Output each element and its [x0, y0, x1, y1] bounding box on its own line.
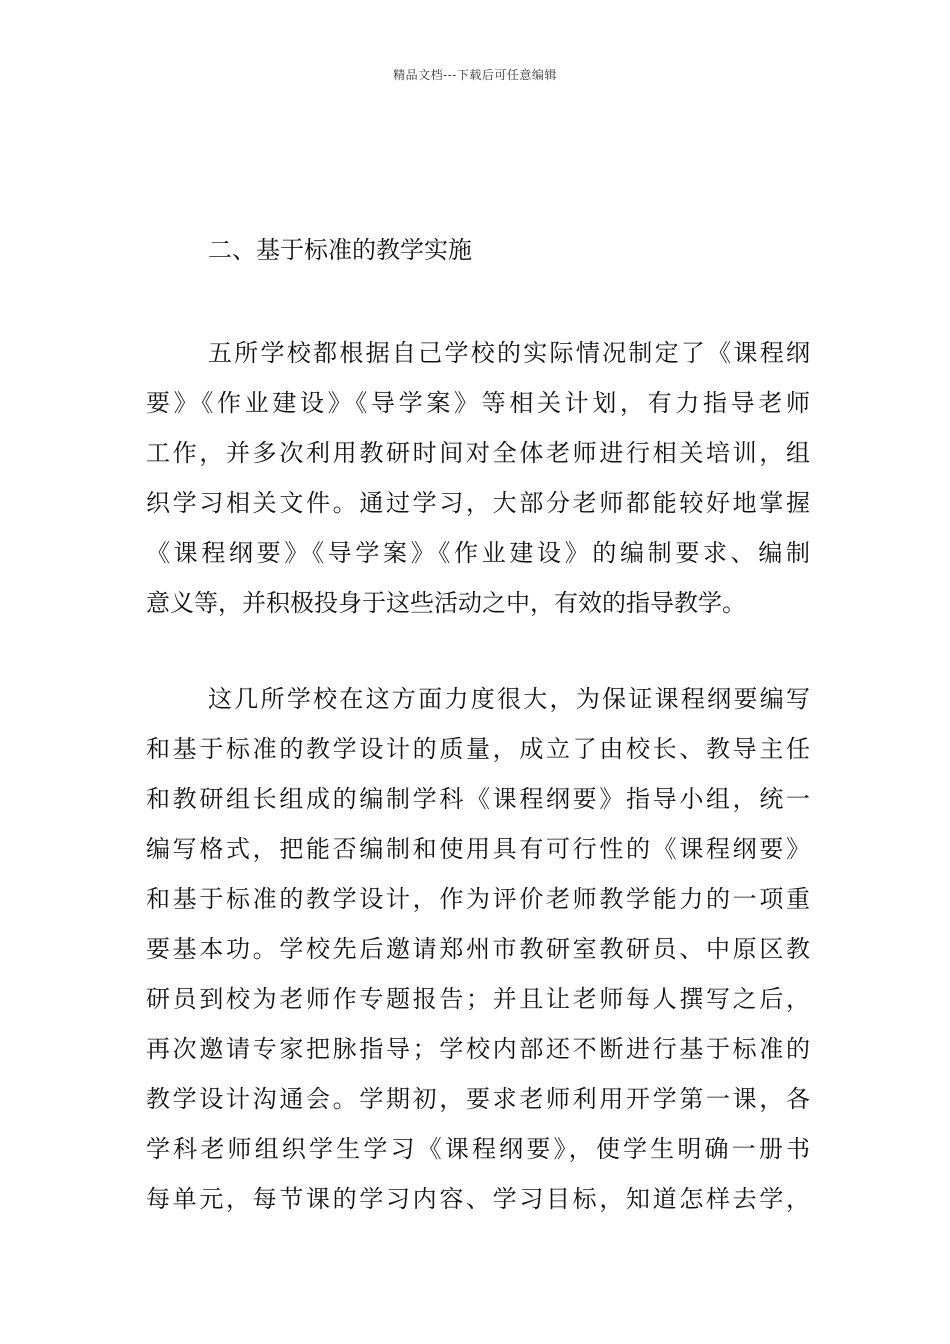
paragraph-line: 研员到校为老师作专题报告；并且让老师每人撰写之后，	[146, 985, 810, 1013]
paragraph-line: 和基于标准的教学设计的质量，成立了由校长、教导主任	[146, 735, 810, 763]
paragraph-line: 每单元，每节课的学习内容、学习目标，知道怎样去学，	[146, 1185, 810, 1213]
section-heading: 二、基于标准的教学实施	[208, 236, 472, 264]
paragraph-line: 要》《作业建设》《导学案》等相关计划，有力指导老师	[146, 389, 810, 417]
paragraph-line: 五所学校都根据自己学校的实际情况制定了《课程纲	[208, 339, 810, 367]
paragraph-line: 学科老师组织学生学习《课程纲要》，使学生明确一册书	[146, 1135, 810, 1163]
paragraph-line: 教学设计沟通会。学期初，要求老师利用开学第一课，各	[146, 1085, 810, 1113]
paragraph	[146, 674, 810, 1224]
paragraph-line: 要基本功。学校先后邀请郑州市教研室教研员、中原区教	[146, 935, 810, 963]
paragraph-line: 和基于标准的教学设计，作为评价老师教学能力的一项重	[146, 885, 810, 913]
paragraph-line: 意义等，并积极投身于这些活动之中，有效的指导教学。	[146, 589, 746, 617]
paragraph-line: 这几所学校在这方面力度很大，为保证课程纲要编写	[208, 685, 810, 713]
paragraph-line: 织学习相关文件。通过学习，大部分老师都能较好地掌握	[146, 489, 810, 517]
paragraph-line: 编写格式，把能否编制和使用具有可行性的《课程纲要》	[146, 835, 810, 863]
page-header-note: 精品文档---下载后可任意编辑	[393, 68, 557, 82]
paragraph	[146, 328, 810, 628]
paragraph-line: 《课程纲要》《导学案》《作业建设》的编制要求、编制	[146, 539, 810, 567]
paragraph-line: 再次邀请专家把脉指导；学校内部还不断进行基于标准的	[146, 1035, 810, 1063]
paragraph-line: 工作，并多次利用教研时间对全体老师进行相关培训，组	[146, 439, 810, 467]
paragraph-line: 和教研组长组成的编制学科《课程纲要》指导小组，统一	[146, 785, 810, 813]
